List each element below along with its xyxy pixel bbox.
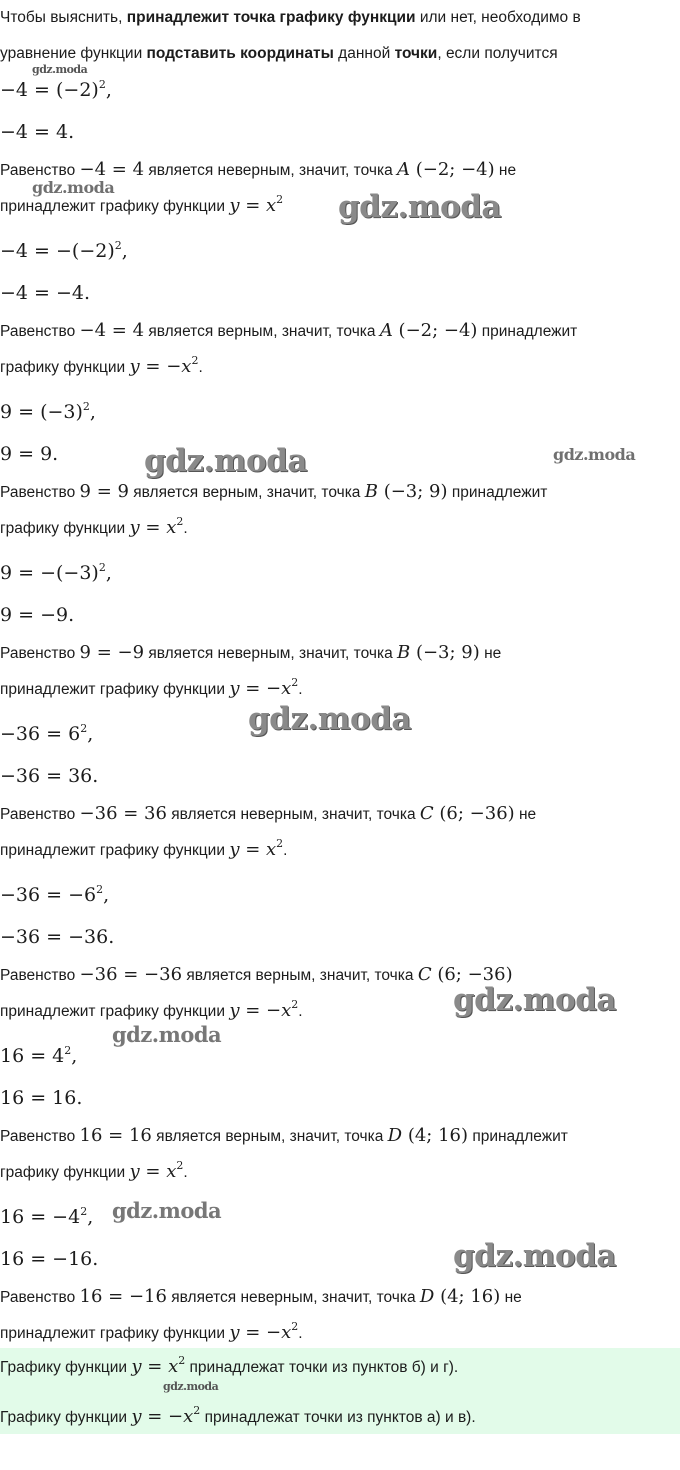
conclusion-line-2: принадлежит графику функции $y = -x^2$. bbox=[0, 998, 303, 1021]
watermark-logo: gdz.moda bbox=[144, 443, 307, 479]
watermark-logo: gdz.moda bbox=[248, 701, 411, 737]
equation-result: −36 = −36. bbox=[0, 926, 115, 948]
equation-substitution: $9 = -(-3)^2$, bbox=[0, 561, 112, 584]
intro-line-2: уравнение функции подставить координаты данной точки, если получится bbox=[0, 45, 558, 62]
conclusion-line-1: Равенство 9 = 9 является верным, значит, точка B (−3; 9) принадлежит bbox=[0, 481, 548, 502]
intro-line-1: Чтобы выяснить, принадлежит точка графику функции или нет, необходимо в bbox=[0, 9, 581, 26]
answer-line-1: Графику функции $y = x^2$ принадлежат точки из пунктов б) и г). bbox=[0, 1354, 459, 1377]
watermark-logo: gdz.moda bbox=[453, 982, 616, 1018]
equation-result: 16 = 16. bbox=[0, 1087, 83, 1109]
conclusion-line-2: принадлежит графику функции $y = -x^2$. bbox=[0, 1320, 303, 1343]
watermark-logo: gdz.moda bbox=[338, 189, 501, 225]
conclusion-line-2: графику функции $y = x^2$. bbox=[0, 515, 188, 538]
equation-substitution: $16 = 4^2$, bbox=[0, 1044, 78, 1067]
conclusion-line-1: Равенство −4 = 4 является неверным, значит, точка A (−2; −4) не bbox=[0, 159, 517, 180]
conclusion-line-1: Равенство 16 = −16 является неверным, значит, точка D (4; 16) не bbox=[0, 1286, 522, 1307]
equation-substitution: $-36 = 6^2$, bbox=[0, 722, 94, 745]
equation-result: 9 = 9. bbox=[0, 443, 59, 465]
watermark-logo: gdz.moda bbox=[112, 1198, 222, 1223]
equation-substitution: $-36 = -6^2$, bbox=[0, 883, 110, 906]
equation-result: −4 = 4. bbox=[0, 121, 75, 143]
conclusion-line-2: принадлежит графику функции $y = x^2$ bbox=[0, 193, 284, 216]
equation-substitution: $-4 = -(-2)^2$, bbox=[0, 239, 128, 262]
watermark-logo: gdz.moda bbox=[112, 1022, 222, 1047]
equation-substitution: $-4 = (-2)^2$, bbox=[0, 78, 112, 101]
conclusion-line-1: Равенство −36 = −36 является верным, значит, точка C (6; −36) bbox=[0, 964, 513, 985]
conclusion-line-2: графику функции $y = x^2$. bbox=[0, 1159, 188, 1182]
conclusion-line-1: Равенство −4 = 4 является верным, значит, точка A (−2; −4) принадлежит bbox=[0, 320, 578, 341]
answer-line-2: Графику функции $y = -x^2$ принадлежат точки из пунктов а) и в). bbox=[0, 1404, 476, 1427]
equation-result: 16 = −16. bbox=[0, 1248, 99, 1270]
conclusion-line-1: Равенство 9 = −9 является неверным, значит, точка B (−3; 9) не bbox=[0, 642, 502, 663]
watermark-logo: gdz.moda bbox=[32, 178, 115, 197]
conclusion-line-1: Равенство 16 = 16 является верным, значит, точка D (4; 16) принадлежит bbox=[0, 1125, 568, 1146]
equation-substitution: $9 = (-3)^2$, bbox=[0, 400, 96, 423]
conclusion-line-1: Равенство −36 = 36 является неверным, значит, точка C (6; −36) не bbox=[0, 803, 537, 824]
equation-substitution: $16 = -4^2$, bbox=[0, 1205, 94, 1228]
equation-result: −36 = 36. bbox=[0, 765, 99, 787]
equation-result: 9 = −9. bbox=[0, 604, 75, 626]
watermark-logo: gdz.moda bbox=[32, 63, 88, 76]
conclusion-line-2: принадлежит графику функции $y = x^2$. bbox=[0, 837, 288, 860]
watermark-logo: gdz.moda bbox=[553, 445, 636, 464]
conclusion-line-2: принадлежит графику функции $y = -x^2$. bbox=[0, 676, 303, 699]
watermark-logo: gdz.moda bbox=[453, 1238, 616, 1274]
equation-result: −4 = −4. bbox=[0, 282, 91, 304]
conclusion-line-2: графику функции $y = -x^2$. bbox=[0, 354, 203, 377]
watermark-logo: gdz.moda bbox=[163, 1380, 219, 1393]
